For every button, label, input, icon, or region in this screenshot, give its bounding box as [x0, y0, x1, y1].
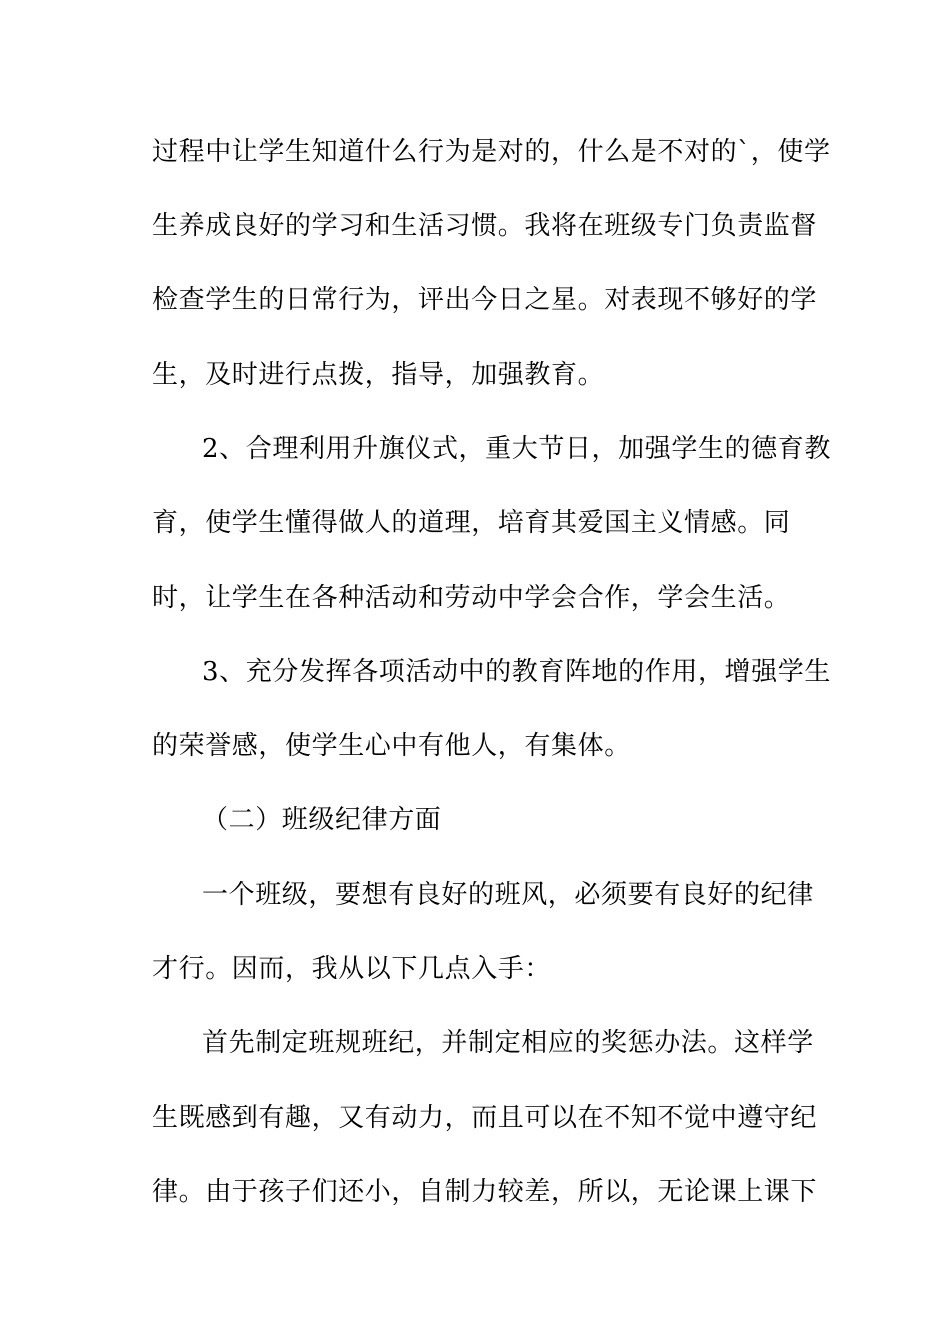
paragraph-line: 时，让学生在各种活动和劳动中学会合作，学会生活。 — [152, 583, 791, 613]
paragraph-line: 生既感到有趣，又有动力，而且可以在不知不觉中遵守纪 — [152, 1103, 818, 1133]
paragraph-line: 生养成良好的学习和生活习惯。我将在班级专门负责监督 — [152, 211, 818, 241]
list-item-3-line: 3、充分发挥各项活动中的教育阵地的作用，增强学生 — [202, 657, 831, 687]
paragraph-line: 一个班级，要想有良好的班风，必须要有良好的纪律 — [202, 880, 814, 910]
paragraph-line: 检查学生的日常行为，评出今日之星。对表现不够好的学 — [152, 285, 818, 315]
paragraph-line: 育，使学生懂得做人的道理，培育其爱国主义情感。同 — [152, 508, 791, 538]
paragraph-line: 律。由于孩子们还小，自制力较差，所以，无论课上课下 — [152, 1177, 818, 1207]
paragraph-line: 生，及时进行点拨，指导，加强教育。 — [152, 360, 605, 390]
paragraph-line: 首先制定班规班纪，并制定相应的奖惩办法。这样学 — [202, 1028, 814, 1058]
section-heading: （二）班级纪律方面 — [202, 805, 442, 835]
paragraph-line: 的荣誉感，使学生心中有他人，有集体。 — [152, 731, 631, 761]
paragraph-line: 才行。因而，我从以下几点入手： — [152, 954, 552, 984]
list-item-2-line: 2、合理利用升旗仪式，重大节日，加强学生的德育教 — [202, 434, 831, 464]
paragraph-line: 过程中让学生知道什么行为是对的，什么是不对的`，使学 — [152, 137, 831, 167]
